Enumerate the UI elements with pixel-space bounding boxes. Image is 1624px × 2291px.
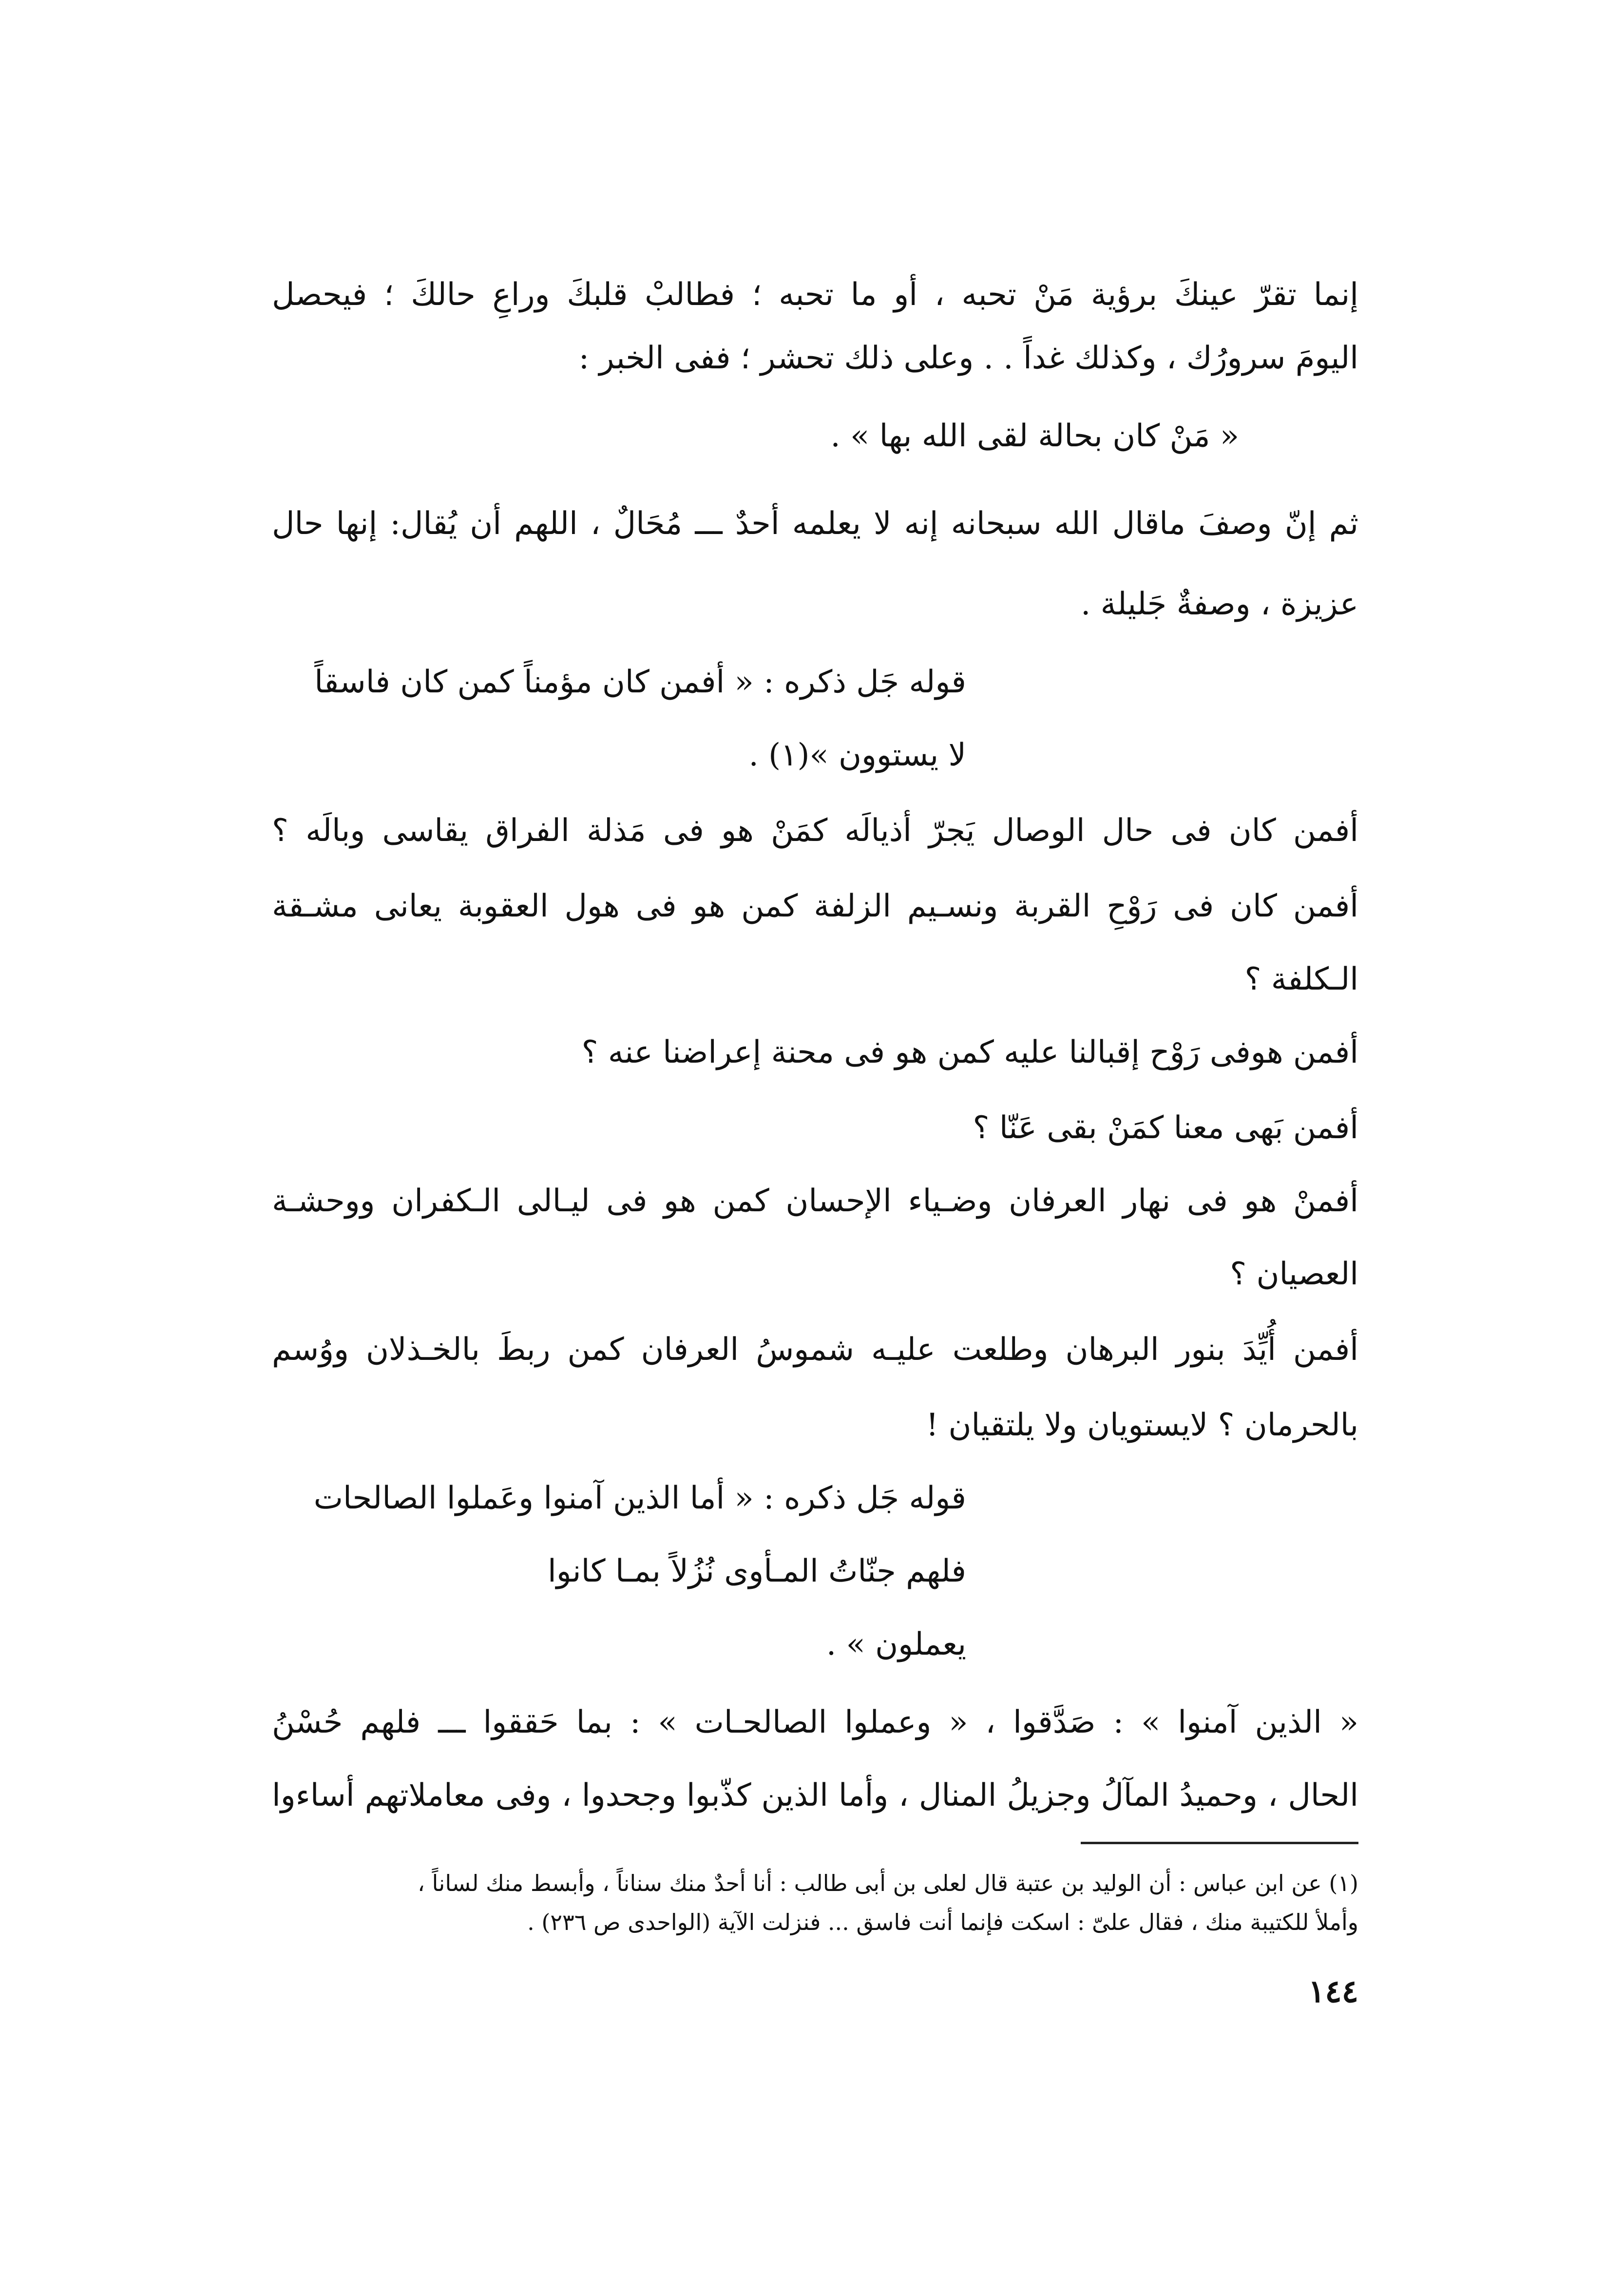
hadith-quote: « مَنْ كان بحالة لقى الله بها » . — [830, 418, 1239, 454]
verse-heading: يعملون » . — [826, 1626, 966, 1662]
text-line: اليومَ سرورُك ، وكذلك غداً . . وعلى ذلك تحشر ؛ ففى الخبر : — [578, 340, 1358, 376]
text-line: أفمن بَهى معنا كمَنْ بقى عَنّا ؟ — [973, 1110, 1358, 1146]
text-line: إنما تقرّ عينكَ برؤية مَنْ تحبه ، أو ما تحبه ؛ فطالبْ قلبكَ وراعِ حالكَ ؛ فيحصل — [272, 277, 1358, 313]
page-number: ١٤٤ — [1308, 1973, 1358, 2010]
text-line: أفمن هوفى رَوْح إقبالنا عليه كمن هو فى محنة إعراضنا عنه ؟ — [581, 1034, 1358, 1070]
verse-heading: لا يستوون »(١) . — [748, 737, 966, 773]
footnote-line: وأملأ للكتيبة منك ، فقال علىّ : اسكت فإنما أنت فاسق ... فنزلت الآية (الواحدى ص ٢٣٦) . — [527, 1909, 1358, 1935]
text-line: العصيان ؟ — [1230, 1256, 1358, 1292]
footnote-line: (١) عن ابن عباس : أن الوليد بن عتبة قال لعلى بن أبى طالب : أنا أحدٌ منك سناناً ، وأبسط منك لساناً ، — [418, 1870, 1358, 1896]
verse-heading: قوله جَل ذكره : « أفمن كان مؤمناً كمن كان فاسقاً — [314, 664, 966, 700]
text-line: الحال ، وحميدُ المآلُ وجزيلُ المنال ، وأما الذين كذّبوا وجحدوا ، وفى معاملاتهم أساءوا — [272, 1777, 1358, 1814]
text-line: أفمن أُيِّدَ بنور البرهان وطلعت عليـه شموسُ العرفان كمن ربطَ بالخـذلان ووُسم — [272, 1332, 1358, 1368]
text-line: عزيزة ، وصفةٌ جَليلة . — [1080, 586, 1358, 622]
footnote-divider — [1081, 1842, 1358, 1844]
text-line: الـكلفة ؟ — [1244, 961, 1358, 997]
text-line: « الذين آمنوا » : صَدَّقوا ، « وعملوا الصالحـات » : بما حَققوا ـــ فلهم حُسْنُ — [272, 1704, 1358, 1740]
text-line: بالحرمان ؟ لايستويان ولا يلتقيان ! — [926, 1407, 1358, 1443]
text-line: أفمن كان فى رَوْحِ القربة ونسـيم الزلفة كمن هو فى هول العقوبة يعانى مشـقة — [272, 888, 1358, 924]
verse-heading: قوله جَل ذكره : « أما الذين آمنوا وعَملوا الصالحات — [313, 1480, 966, 1516]
text-line: أفمن كان فى حال الوصال يَجرّ أذيالَه كمَنْ هو فى مَذلة الفراق يقاسى وبالَه ؟ — [272, 813, 1358, 849]
text-line: ثم إنّ وصفَ ماقال الله سبحانه إنه لا يعلمه أحدٌ ـــ مُحَالٌ ، اللهم أن يُقال: إنها حال — [272, 506, 1359, 542]
text-line: أفمنْ هو فى نهار العرفان وضـياء الإحسان كمن هو فى ليـالى الـكفران ووحشـة — [272, 1183, 1359, 1219]
verse-heading: فلهم جنّاتُ المـأوى نُزُلاً بمـا كانوا — [547, 1553, 966, 1589]
